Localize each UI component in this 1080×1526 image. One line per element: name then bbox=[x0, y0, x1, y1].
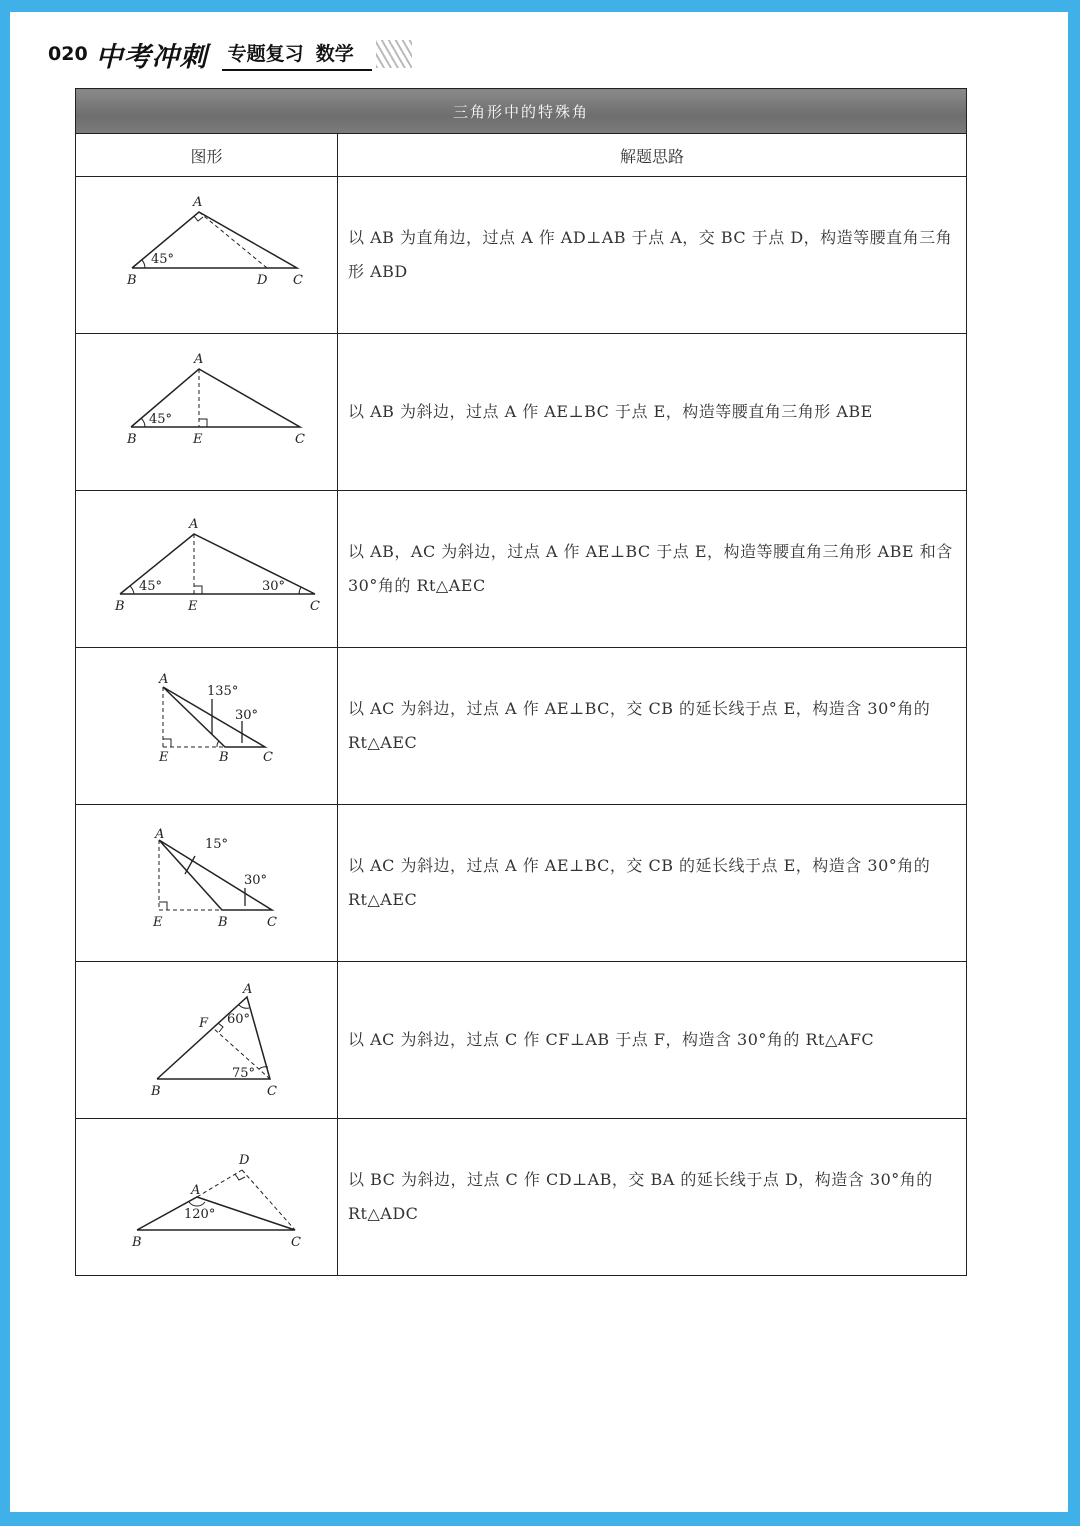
point-label: B bbox=[126, 432, 137, 447]
method-text: 以 BC 为斜边，过点 C 作 CD⊥AB，交 BA 的延长线于点 D，构造含 30°角的 Rt△ADC bbox=[338, 1119, 967, 1276]
figure-cell bbox=[76, 805, 338, 962]
series-title: 中考冲刺 bbox=[95, 41, 208, 73]
point-label: A bbox=[188, 517, 198, 532]
figure-cell bbox=[76, 1119, 338, 1276]
figure-cell bbox=[76, 177, 338, 334]
method-text: 以 AB 为斜边，过点 A 作 AE⊥BC 于点 E，构造等腰直角三角形 ABE bbox=[338, 334, 967, 491]
point-label: D bbox=[238, 1153, 249, 1168]
page-number: 020 bbox=[48, 43, 88, 65]
table-title: 三角形中的特殊角 bbox=[76, 89, 967, 134]
angle-label: 45° bbox=[150, 252, 174, 267]
point-label: C bbox=[262, 750, 273, 765]
point-label: B bbox=[131, 1235, 142, 1250]
point-label: F bbox=[198, 1016, 208, 1031]
point-label: C bbox=[290, 1235, 301, 1250]
column-header-method: 解题思路 bbox=[338, 134, 967, 177]
table-row bbox=[76, 491, 967, 648]
angle-label: 75° bbox=[231, 1066, 255, 1081]
table-row bbox=[76, 962, 967, 1119]
table-row bbox=[76, 648, 967, 805]
point-label: A bbox=[242, 982, 252, 997]
method-text: 以 AC 为斜边，过点 A 作 AE⊥BC，交 CB 的延长线于点 E，构造含 30°角的 Rt△AEC bbox=[338, 805, 967, 962]
triangle-diagram bbox=[87, 661, 327, 791]
point-label: B bbox=[217, 915, 228, 930]
point-label: E bbox=[152, 915, 162, 930]
table-row bbox=[76, 805, 967, 962]
triangle-diagram bbox=[87, 818, 327, 948]
angle-label: 120° bbox=[183, 1207, 215, 1222]
angle-label: 60° bbox=[226, 1012, 250, 1027]
column-header-figure: 图形 bbox=[76, 134, 338, 177]
angle-label: 45° bbox=[148, 412, 172, 427]
topic-tag bbox=[222, 37, 372, 71]
point-label: E bbox=[187, 599, 197, 614]
figure-cell bbox=[76, 334, 338, 491]
point-label: C bbox=[266, 1084, 277, 1099]
angle-label: 30° bbox=[261, 579, 285, 594]
decorative-stripes bbox=[376, 40, 412, 68]
method-text: 以 AC 为斜边，过点 A 作 AE⊥BC，交 CB 的延长线于点 E，构造含 30°角的 Rt△AEC bbox=[338, 648, 967, 805]
point-label: B bbox=[114, 599, 125, 614]
point-label: E bbox=[192, 432, 202, 447]
method-text: 以 AB，AC 为斜边，过点 A 作 AE⊥BC 于点 E，构造等腰直角三角形 ABE 和含 30°角的 Rt△AEC bbox=[338, 491, 967, 648]
point-label: A bbox=[154, 827, 164, 842]
point-label: C bbox=[266, 915, 277, 930]
angle-label: 45° bbox=[138, 579, 162, 594]
figure-cell bbox=[76, 962, 338, 1119]
triangle-diagram bbox=[87, 504, 327, 634]
method-text: 以 AC 为斜边，过点 C 作 CF⊥AB 于点 F，构造含 30°角的 Rt△AFC bbox=[338, 962, 967, 1119]
point-label: B bbox=[126, 273, 137, 288]
page-header bbox=[48, 34, 412, 74]
point-label: B bbox=[218, 750, 229, 765]
topic-label: 专题复习 bbox=[227, 43, 304, 65]
triangle-diagram bbox=[87, 975, 327, 1105]
triangle-diagram bbox=[87, 347, 327, 477]
point-label: D bbox=[256, 273, 267, 288]
angle-label: 135° bbox=[206, 684, 238, 699]
figure-cell bbox=[76, 491, 338, 648]
triangle-diagram bbox=[87, 1132, 327, 1262]
method-text: 以 AB 为直角边，过点 A 作 AD⊥AB 于点 A，交 BC 于点 D，构造等腰直角三角形 ABD bbox=[338, 177, 967, 334]
table-row bbox=[76, 334, 967, 491]
point-label: B bbox=[150, 1084, 161, 1099]
subject-label: 数学 bbox=[315, 43, 354, 65]
angle-label: 30° bbox=[243, 873, 267, 888]
point-label: A bbox=[193, 352, 203, 367]
table-row bbox=[76, 1119, 967, 1276]
point-label: A bbox=[192, 195, 202, 210]
special-angles-table bbox=[75, 88, 967, 1276]
angle-label: 30° bbox=[234, 708, 258, 723]
point-label: A bbox=[190, 1183, 200, 1198]
point-label: C bbox=[292, 273, 303, 288]
point-label: C bbox=[294, 432, 305, 447]
point-label: C bbox=[309, 599, 320, 614]
triangle-diagram bbox=[87, 190, 327, 320]
point-label: E bbox=[158, 750, 168, 765]
angle-label: 15° bbox=[204, 837, 228, 852]
figure-cell bbox=[76, 648, 338, 805]
point-label: A bbox=[158, 672, 168, 687]
table-row bbox=[76, 177, 967, 334]
